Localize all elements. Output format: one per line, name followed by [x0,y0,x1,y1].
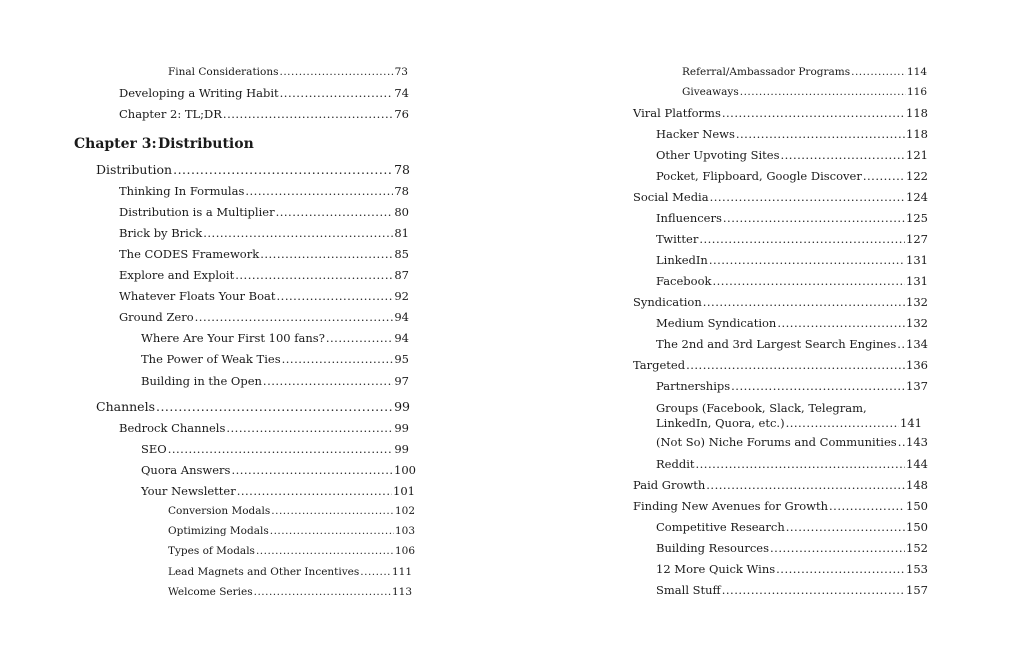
toc-entry-title: Syndication [633,295,702,309]
toc-entry-page: 132 [906,295,928,309]
toc-entry-page: 152 [906,541,928,555]
leader-dots [270,525,394,537]
leader-dots [245,184,393,198]
toc-entry [119,86,409,100]
toc-entry-page: 143 [906,435,928,449]
toc-entry-page: 73 [394,66,408,78]
toc-entry-title: Channels [96,399,155,414]
toc-entry-page: 87 [394,268,409,282]
toc-entry-title: Other Upvoting Sites [656,148,780,162]
leader-dots [863,169,905,183]
toc-entry [119,226,409,240]
right-page [512,0,1024,661]
toc-entry [168,66,408,78]
toc-entry-title: The CODES Framework [119,247,260,261]
toc-entry [656,520,928,534]
toc-entry-page: 127 [906,232,928,246]
toc-entry-title: Hacker News [656,127,735,141]
leader-dots [156,399,393,414]
toc-entry-title: Twitter [656,232,699,246]
toc-entry-page: 131 [906,253,928,267]
toc-entry-title: Thinking In Formulas [119,184,245,198]
toc-entry-title: Where Are Your First 100 fans? [141,331,325,345]
leader-dots [731,379,905,393]
toc-entry-page: 94 [394,310,409,324]
leader-dots [898,435,905,449]
toc-entry-page: 102 [394,505,415,517]
leader-dots [786,520,905,534]
leader-dots [786,416,899,431]
toc-entry [656,379,928,393]
leader-dots [696,457,906,471]
toc-entry-page: 113 [391,586,412,598]
toc-entry-title: Explore and Exploit [119,268,235,282]
toc-entry [633,106,928,120]
toc-entry-page: 100 [394,463,416,477]
leader-dots [722,583,905,597]
toc-entry-title: Brick by Brick [119,226,203,240]
toc-entry-page: 148 [906,478,928,492]
toc-entry-page: 78 [394,162,410,177]
leader-dots [195,310,394,324]
leader-dots [226,421,393,435]
toc-entry-title: Distribution is a Multiplier [119,205,275,219]
leader-dots [781,148,906,162]
toc-entry-title: Viral Platforms [633,106,721,120]
toc-entry-title: Facebook [656,274,712,288]
leader-dots [686,358,905,372]
chapter-number: Chapter 3: [74,136,157,152]
toc-entry [141,374,409,388]
leader-dots [173,162,393,177]
toc-entry-page: 99 [394,399,410,414]
toc-entry [656,253,928,267]
toc-entry [633,190,928,204]
toc-entry [119,184,409,198]
toc-entry [656,457,928,471]
toc-entry-page: 132 [906,316,928,330]
toc-entry-page: 80 [394,205,409,219]
leader-dots [776,562,905,576]
toc-entry-title: Building in the Open [141,374,262,388]
toc-entry-title: Developing a Writing Habit [119,86,279,100]
leader-dots [237,484,392,498]
leader-dots [256,545,394,557]
toc-entry [656,127,928,141]
leader-dots [326,331,394,345]
toc-entry [119,289,409,303]
toc-entry-title: Giveaways [682,86,739,98]
toc-entry [656,583,928,597]
toc-entry-page: 121 [906,148,928,162]
leader-dots [223,107,393,121]
leader-dots [703,295,905,309]
toc-entry-title: 12 More Quick Wins [656,562,776,576]
toc-entry-title: Ground Zero [119,310,194,324]
leader-dots [260,247,393,261]
leader-dots [706,478,905,492]
toc-entry-title: Conversion Modals [168,505,271,517]
leader-dots [276,205,394,219]
toc-entry-page: 97 [394,374,409,388]
toc-entry [119,268,409,282]
leader-dots [203,226,393,240]
toc-entry-title: Building Resources [656,541,770,555]
toc-entry-title: SEO [141,442,167,456]
toc-entry-page: 92 [394,289,409,303]
toc-entry-page: 78 [394,184,409,198]
toc-entry-page: 134 [906,337,928,351]
toc-entry [168,525,415,537]
toc-entry-page: 118 [906,106,928,120]
toc-entry [656,435,928,449]
toc-entry [633,478,928,492]
toc-entry [656,316,928,330]
toc-entry-title: Types of Modals [168,545,255,557]
leader-dots [722,106,905,120]
leader-dots [280,86,394,100]
leader-dots [723,211,905,225]
toc-entry-title: (Not So) Niche Forums and Communities [656,435,897,449]
leader-dots [736,127,905,141]
toc-entry-title: Optimizing Modals [168,525,269,537]
toc-entry-page: 103 [394,525,415,537]
toc-entry [656,148,928,162]
leader-dots [829,499,905,513]
toc-entry-title: Your Newsletter [141,484,236,498]
leader-dots [897,337,905,351]
toc-entry-title: Targeted [633,358,686,372]
leader-dots [777,316,905,330]
toc-entry-title: Social Media [633,190,709,204]
toc-entry-title: LinkedIn [656,253,708,267]
toc-entry-page: 106 [394,545,415,557]
toc-entry-title: Lead Magnets and Other Incentives [168,566,360,578]
toc-entry-page: 150 [906,520,928,534]
toc-entry-title: Partnerships [656,379,731,393]
leader-dots [282,352,394,366]
toc-entry-page: 124 [906,190,928,204]
toc-entry [141,484,415,498]
toc-entry-title: Quora Answers [141,463,231,477]
leader-dots [710,190,905,204]
toc-entry [682,66,927,78]
toc-entry-title: Reddit [656,457,695,471]
toc-entry-page: 74 [394,86,409,100]
toc-entry-page: 81 [394,226,409,240]
toc-entry-page: 137 [906,379,928,393]
leader-dots [709,253,905,267]
toc-entry-title: Competitive Research [656,520,785,534]
toc-entry [168,545,415,557]
toc-entry-title-cont: LinkedIn, Quora, etc.) [656,416,785,430]
toc-entry-title: Whatever Floats Your Boat [119,289,276,303]
toc-entry [168,566,412,578]
toc-entry-title: The Power of Weak Ties [141,352,281,366]
toc-entry [96,399,410,414]
leader-dots [277,289,394,303]
toc-entry-title: Welcome Series [168,586,253,598]
toc-entry [141,331,409,345]
toc-entry-page: 144 [906,457,928,471]
toc-entry-title: Final Considerations [168,66,279,78]
toc-entry-line2 [656,416,922,431]
toc-entry-page: 95 [394,352,409,366]
leader-dots [712,274,905,288]
toc-entry-page: 150 [906,499,928,513]
toc-entry-title: Pocket, Flipboard, Google Discover [656,169,862,183]
toc-entry-page: 131 [906,274,928,288]
toc-entry-page: 141 [900,416,922,430]
leader-dots [235,268,393,282]
toc-entry [656,541,928,555]
toc-entry [119,247,409,261]
toc-entry-page: 122 [906,169,928,183]
toc-entry-page: 125 [906,211,928,225]
chapter-heading [74,136,254,152]
toc-entry-page: 85 [394,247,409,261]
toc-entry [682,86,927,98]
toc-entry-page: 118 [906,127,928,141]
toc-entry-page: 99 [394,442,409,456]
toc-entry [119,421,409,435]
leader-dots [271,505,394,517]
toc-entry [656,169,928,183]
toc-entry-page: 76 [394,107,409,121]
chapter-title: Distribution [158,136,254,152]
toc-entry [656,232,928,246]
leader-dots [770,541,905,555]
toc-entry-page: 114 [906,66,927,78]
toc-entry-title: Groups (Facebook, Slack, Telegram, [656,401,867,415]
toc-entry [656,211,928,225]
toc-entry-page: 116 [906,86,927,98]
leader-dots [168,442,394,456]
toc-entry [96,162,410,177]
toc-entry [119,107,409,121]
toc-entry-title: The 2nd and 3rd Largest Search Engines [656,337,897,351]
leader-dots [699,232,905,246]
toc-entry [141,463,416,477]
toc-entry-title: Influencers [656,211,722,225]
toc-entry-wrapped [656,401,922,431]
leader-dots [360,566,391,578]
toc-entry [119,310,409,324]
toc-entry-page: 94 [394,331,409,345]
toc-entry-page: 136 [906,358,928,372]
toc-entry [656,562,928,576]
toc-entry-title: Bedrock Channels [119,421,226,435]
toc-entry [141,352,409,366]
leader-dots [851,66,906,78]
toc-entry [168,505,415,517]
toc-entry-title: Distribution [96,162,173,177]
toc-entry-title: Medium Syndication [656,316,777,330]
toc-entry [656,337,928,351]
toc-entry-title: Referral/Ambassador Programs [682,66,851,78]
toc-entry [141,442,409,456]
toc-entry [633,358,928,372]
toc-entry-page: 101 [393,484,415,498]
leader-dots [231,463,393,477]
toc-entry-page: 157 [906,583,928,597]
toc-entry [119,205,409,219]
leader-dots [740,86,906,98]
toc-entry-title: Small Stuff [656,583,721,597]
toc-entry-title: Finding New Avenues for Growth [633,499,829,513]
toc-entry [633,499,928,513]
toc-entry-page: 111 [391,566,412,578]
toc-entry-title: Chapter 2: TL;DR [119,107,222,121]
leader-dots [263,374,393,388]
toc-entry [168,586,412,598]
toc-entry-page: 153 [906,562,928,576]
toc-entry [633,295,928,309]
toc-entry-title: Paid Growth [633,478,706,492]
leader-dots [280,66,394,78]
leader-dots [254,586,391,598]
toc-entry [656,274,928,288]
toc-entry-page: 99 [394,421,409,435]
